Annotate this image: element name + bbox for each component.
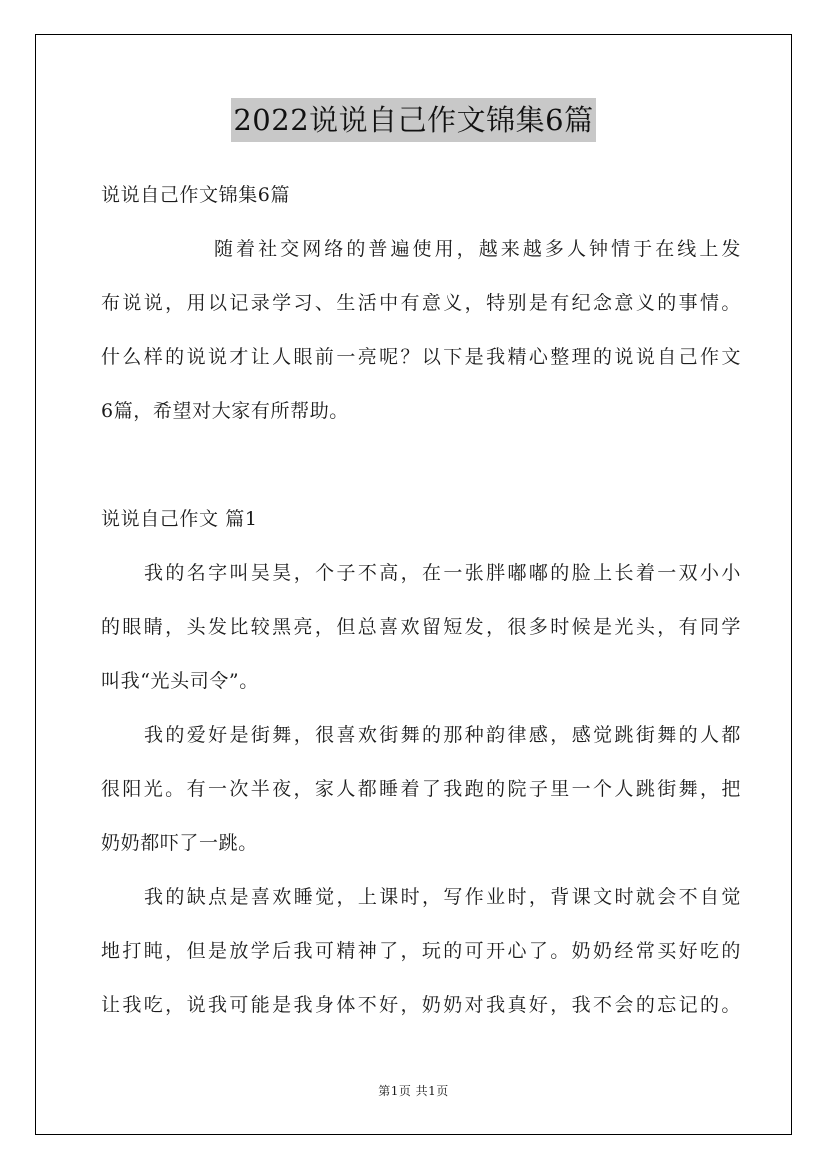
paragraph-2-line-3: 奶奶都吓了一跳。 bbox=[101, 832, 258, 854]
intro-line-2: 布说说，用以记录学习、生活中有意义，特别是有纪念意义的事情。 bbox=[101, 292, 741, 314]
title-container bbox=[0, 98, 827, 142]
paragraph-1-line-2: 的眼睛，头发比较黑亮，但总喜欢留短发，很多时候是光头，有同学 bbox=[101, 616, 741, 638]
intro-line-3: 什么样的说说才让人眼前一亮呢？以下是我精心整理的说说自己作文 bbox=[101, 346, 741, 368]
paragraph-3-line-2: 地打盹，但是放学后我可精神了，玩的可开心了。奶奶经常买好吃的 bbox=[101, 940, 741, 962]
paragraph-2-line-2: 很阳光。有一次半夜，家人都睡着了我跑的院子里一个人跳街舞，把 bbox=[101, 778, 741, 800]
paragraph-1-line-3: 叫我“光头司令”。 bbox=[101, 670, 259, 692]
paragraph-2-line-1: 我的爱好是街舞，很喜欢街舞的那种韵律感，感觉跳街舞的人都 bbox=[144, 724, 741, 746]
paragraph-3-line-3: 让我吃，说我可能是我身体不好，奶奶对我真好，我不会的忘记的。 bbox=[101, 994, 741, 1016]
page-footer: 第1页 共1页 bbox=[378, 1084, 449, 1098]
paragraph-1-line-1: 我的名字叫吴昊，个子不高，在一张胖嘟嘟的脸上长着一双小小 bbox=[144, 562, 741, 584]
paragraph-3-line-1: 我的缺点是喜欢睡觉，上课时，写作业时，背课文时就会不自觉 bbox=[144, 886, 741, 908]
subtitle: 说说自己作文锦集6篇 bbox=[101, 184, 291, 206]
intro-line-1: 随着社交网络的普遍使用，越来越多人钟情于在线上发 bbox=[214, 238, 741, 260]
document-title: 2022说说自己作文锦集6篇 bbox=[231, 98, 595, 142]
section-heading: 说说自己作文 篇1 bbox=[101, 508, 258, 530]
intro-line-4: 6篇，希望对大家有所帮助。 bbox=[101, 400, 349, 422]
